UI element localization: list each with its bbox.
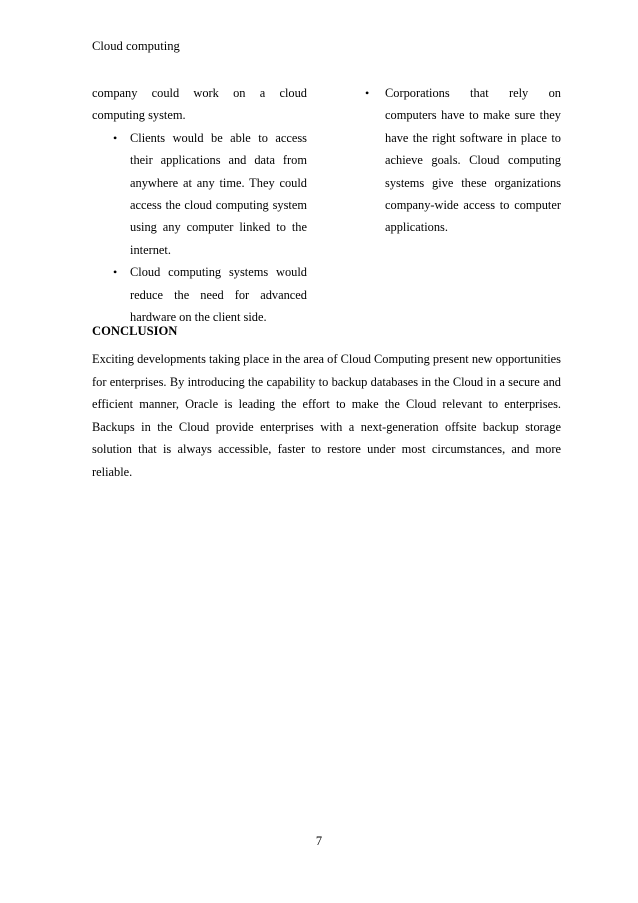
left-bullet-item-1 xyxy=(92,127,307,261)
right-bullet-item-1 xyxy=(359,82,561,239)
left-bullet-item-2 xyxy=(92,261,307,328)
bullet-icon: • xyxy=(113,130,118,145)
bullet-text: Clients would be able to access their applications and data from anywhere at any time. They could access the cloud computing system using any computer linked to the internet. xyxy=(130,130,307,257)
bullet-icon: • xyxy=(113,265,118,280)
bullet-icon: • xyxy=(365,86,370,100)
page-number: 7 xyxy=(315,834,323,848)
bullet-text: Corporations that rely on computers have to make sure they have the right software in place to achieve goals. Cloud computing systems give these organizations company-wide access to computer applications. xyxy=(385,86,561,235)
left-column-intro: company could work on a cloud computing system. xyxy=(92,86,307,123)
running-header: Cloud computing xyxy=(92,39,180,53)
bullet-text: Cloud computing systems would reduce the need for advanced hardware on the client side. xyxy=(130,265,307,325)
conclusion-body: Exciting developments taking place in the area of Cloud Computing present new opportunities for enterprises. By introducing the capability to backup databases in the Cloud in a secure and efficient manner, Oracle is leading the effort to make the Cloud relevant to enterprises. Backups in the Cloud provide enterprises with a next-generation offsite backup storage solution that is always accessible, faster to restore under most circumstances, and more reliable. xyxy=(92,352,561,479)
left-column xyxy=(92,82,307,328)
conclusion-heading: CONCLUSION xyxy=(92,324,178,338)
left-bullet-list xyxy=(92,127,307,329)
right-bullet-list xyxy=(359,82,561,239)
right-column xyxy=(359,82,561,239)
